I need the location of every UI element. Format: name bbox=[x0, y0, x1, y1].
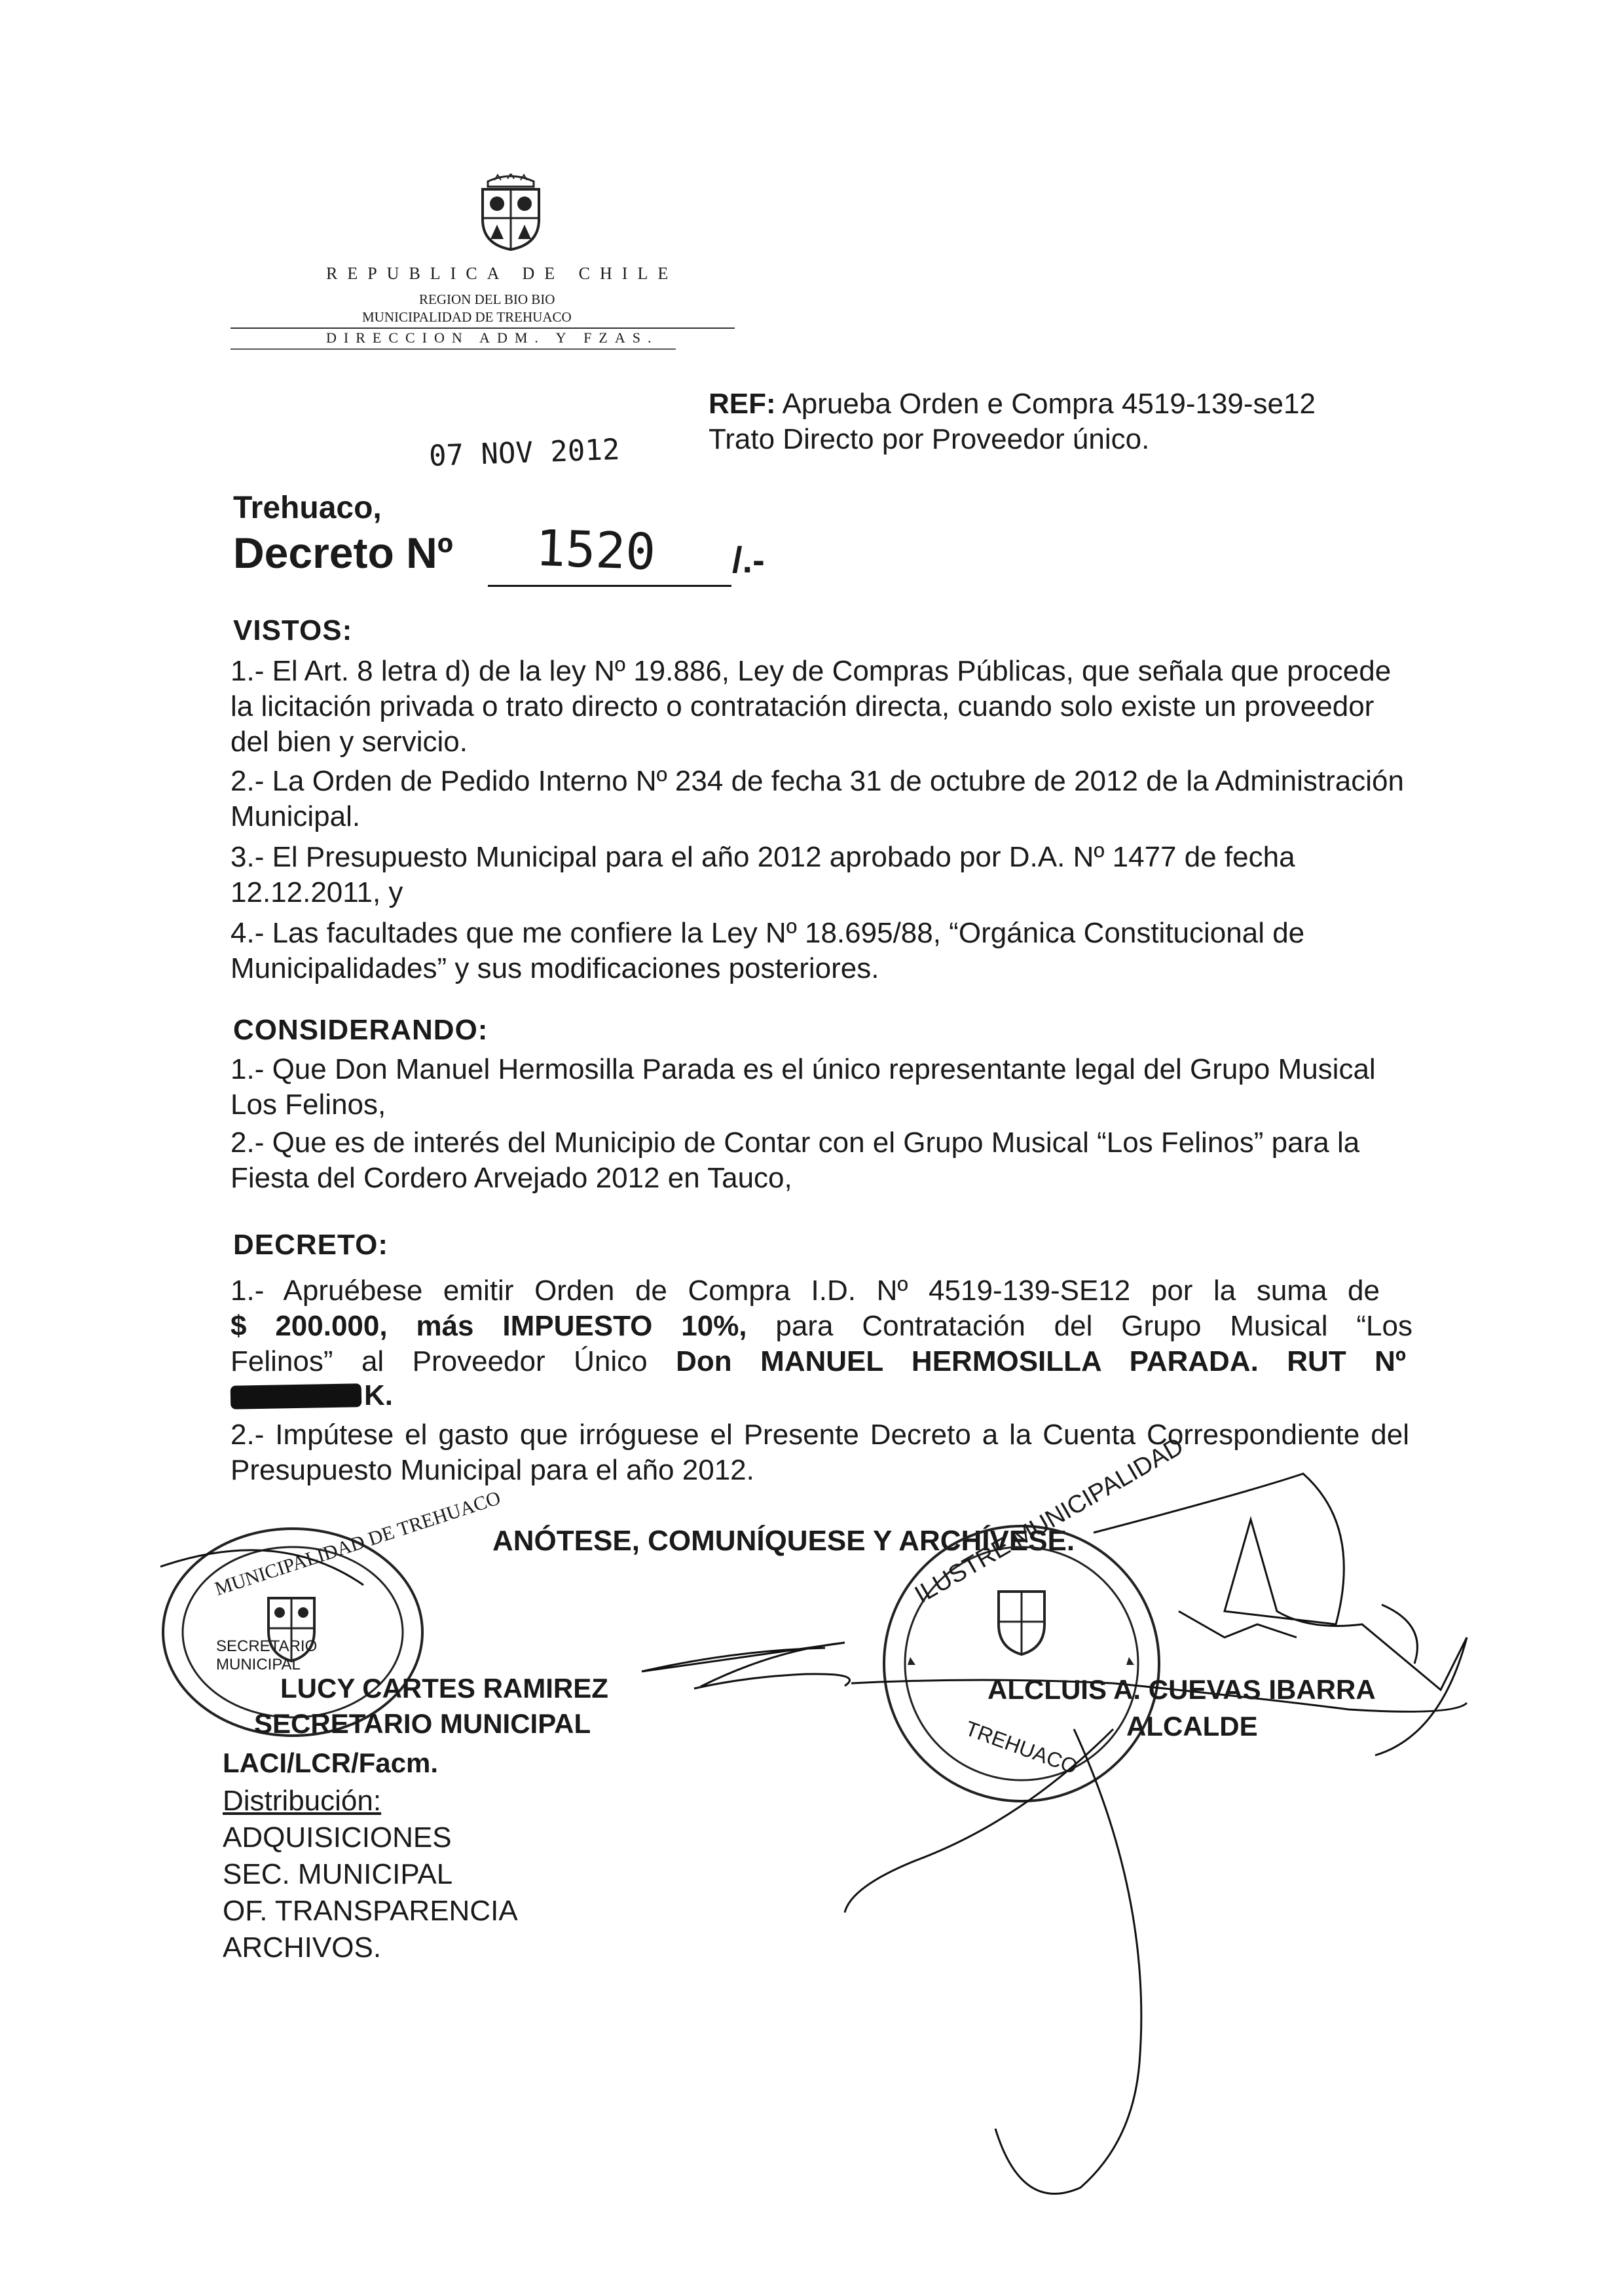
left-signatory-name: LUCY CARTES RAMIREZ bbox=[280, 1673, 608, 1704]
vistos-item-1: 1.- El Art. 8 letra d) de la ley Nº 19.886, Ley de Compras Públicas, que señala que procede la licitación privada o trato directo o contratación directa, cuando solo existe un proveedor del bien y servicio. bbox=[231, 655, 1392, 758]
left-seal-ring-text: MUNICIPALIDAD DE TREHUACO bbox=[212, 1487, 504, 1600]
decreto-item1-provider: Felinos” al Proveedor Único bbox=[231, 1345, 648, 1377]
decreto-provider-name: Don MANUEL HERMOSILLA PARADA. RUT Nº bbox=[676, 1345, 1406, 1377]
header-direccion: DIRECCION ADM. Y FZAS. bbox=[326, 329, 659, 346]
vistos-heading: VISTOS: bbox=[233, 614, 353, 646]
place: Trehuaco, bbox=[233, 491, 382, 525]
left-signatory-title: SECRETARIO MUNICIPAL bbox=[254, 1708, 591, 1739]
decreto-number: 1520 bbox=[534, 518, 657, 582]
ref-label: REF: bbox=[709, 388, 776, 420]
date-stamp: 07 NOV 2012 bbox=[428, 432, 621, 474]
decreto-item-2: 2.- Impútese el gasto que irróguese el Presente Decreto a la Cuenta Correspondiente del Presupuesto Municipal para el año 2012. bbox=[231, 1419, 1409, 1486]
decreto-item1-line1: 1.- Apruébese emitir Orden de Compra I.D. Nº 4519-139-SE12 por la suma de bbox=[231, 1275, 1380, 1307]
vistos-item-2: 2.- La Orden de Pedido Interno Nº 234 de fecha 31 de octubre de 2012 de la Administración Municipal. bbox=[231, 765, 1404, 832]
right-seal-ring-text: ILUSTRE MUNICIPALIDAD bbox=[910, 1432, 1189, 1609]
decreto-rut-end: K. bbox=[364, 1379, 393, 1411]
vistos-item-3: 3.- El Presupuesto Municipal para el año 2012 aprobado por D.A. Nº 1477 de fecha 12.12.2011, y bbox=[231, 841, 1295, 908]
decreto-item1-purpose: para Contratación del Grupo Musical “Los bbox=[775, 1310, 1412, 1342]
initials: LACI/LCR/Facm. bbox=[223, 1747, 439, 1778]
distribution-item: ARCHIVOS. bbox=[223, 1931, 382, 1964]
ref-text: Aprueba Orden e Compra 4519-139-se12 bbox=[782, 388, 1316, 420]
distribution-label: Distribución: bbox=[223, 1785, 382, 1817]
decreto-amount: $ 200.000, más IMPUESTO 10%, bbox=[231, 1310, 747, 1342]
decreto-label: Decreto Nº bbox=[233, 529, 453, 577]
right-seal-bottom-text: TREHUACO bbox=[962, 1716, 1081, 1779]
considerando-item-1: 1.- Que Don Manuel Hermosilla Parada es el único representante legal del Grupo Musical Los Felinos, bbox=[231, 1053, 1376, 1121]
decreto-suffix: /.- bbox=[732, 539, 765, 580]
header-municipalidad: MUNICIPALIDAD DE TREHUACO bbox=[362, 309, 572, 325]
distribution-item: OF. TRANSPARENCIA bbox=[223, 1895, 518, 1927]
distribution-item: ADQUISICIONES bbox=[223, 1821, 452, 1854]
header-republica: REPUBLICA DE CHILE bbox=[326, 264, 678, 283]
left-seal-center-text: SECRETARIO MUNICIPAL bbox=[216, 1637, 318, 1673]
vistos-item-4: 4.- Las facultades que me confiere la Ley Nº 18.695/88, “Orgánica Constitucional de Municipalidades” y sus modificaciones posteriores. bbox=[231, 917, 1305, 984]
decreto-heading: DECRETO: bbox=[233, 1229, 388, 1261]
header-region: REGION DEL BIO BIO bbox=[419, 291, 555, 307]
right-signatory-title: ALCALDE bbox=[1126, 1711, 1258, 1742]
ref-line2: Trato Directo por Proveedor único. bbox=[709, 423, 1150, 455]
considerando-heading: CONSIDERANDO: bbox=[233, 1014, 489, 1046]
right-signatory-name: ALCLUIS A. CUEVAS IBARRA bbox=[987, 1674, 1376, 1705]
closing-text: ANÓTESE, COMUNÍQUESE Y ARCHÍVESE. bbox=[492, 1525, 1075, 1557]
distribution-item: SEC. MUNICIPAL bbox=[223, 1858, 453, 1890]
considerando-item-2: 2.- Que es de interés del Municipio de Contar con el Grupo Musical “Los Felinos” para la Fiesta del Cordero Arvejado 2012 en Tauco, bbox=[231, 1127, 1360, 1194]
